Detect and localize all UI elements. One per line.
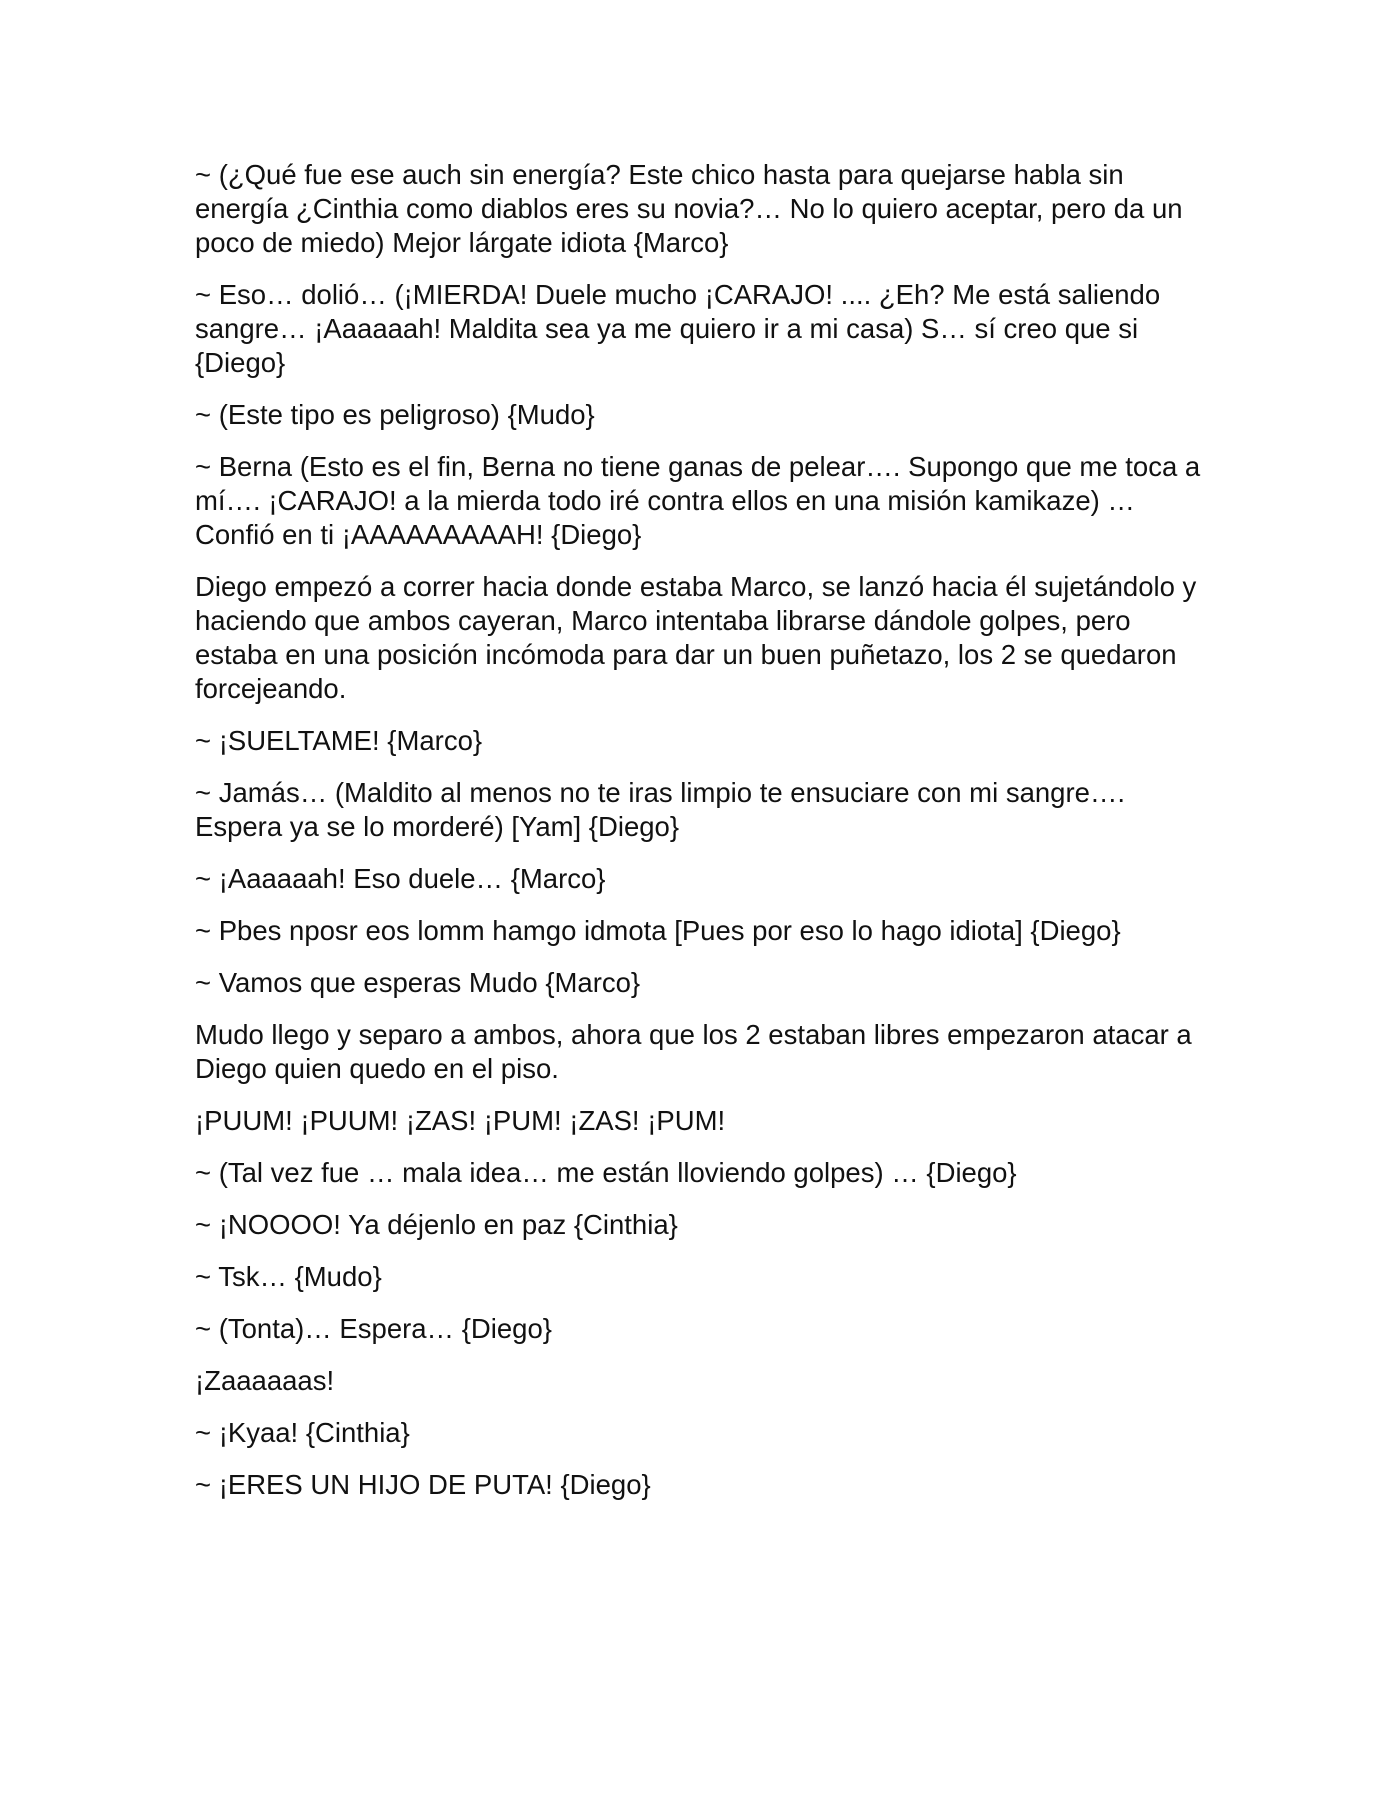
paragraph: ~ ¡Aaaaaah! Eso duele… {Marco} <box>195 863 606 894</box>
paragraph: ~ Pbes nposr eos lomm hamgo idmota [Pues por eso lo hago idiota] {Diego} <box>195 915 1121 946</box>
paragraph: ~ Eso… dolió… (¡MIERDA! Duele mucho ¡CARAJO! .... ¿Eh? Me está saliendo sangre… ¡Aaaaaah! Maldita sea ya me quiero ir a mi casa) S… sí creo que si {Diego} <box>195 279 1161 378</box>
paragraph: ¡PUUM! ¡PUUM! ¡ZAS! ¡PUM! ¡ZAS! ¡PUM! <box>195 1105 726 1136</box>
paragraph: ~ (¿Qué fue ese auch sin energía? Este chico hasta para quejarse habla sin energía ¿Cinthia como diablos eres su novia?… No lo quiero aceptar, pero da un poco de miedo) Mejor lárgate idiota {Marco} <box>195 159 1183 258</box>
paragraph: ~ Berna (Esto es el fin, Berna no tiene ganas de pelear…. Supongo que me toca a mí…. ¡CARAJO! a la mierda todo iré contra ellos en una misión kamikaze) … Confió en ti ¡AAAAAAAAAH! {Diego} <box>195 451 1201 550</box>
paragraph: Mudo llego y separo a ambos, ahora que los 2 estaban libres empezaron atacar a Diego quien quedo en el piso. <box>195 1019 1192 1084</box>
paragraph: ¡Zaaaaaas! <box>195 1365 335 1396</box>
document-body <box>195 158 1210 1520</box>
paragraph: ~ (Tal vez fue … mala idea… me están lloviendo golpes) … {Diego} <box>195 1157 1017 1188</box>
paragraph: ~ (Tonta)… Espera… {Diego} <box>195 1313 552 1344</box>
paragraph: ~ ¡SUELTAME! {Marco} <box>195 725 483 756</box>
paragraph: ~ ¡ERES UN HIJO DE PUTA! {Diego} <box>195 1469 651 1500</box>
paragraph: ~ ¡NOOOO! Ya déjenlo en paz {Cinthia} <box>195 1209 678 1240</box>
paragraph: ~ ¡Kyaa! {Cinthia} <box>195 1417 410 1448</box>
paragraph: ~ Vamos que esperas Mudo {Marco} <box>195 967 641 998</box>
paragraph: ~ Jamás… (Maldito al menos no te iras limpio te ensuciare con mi sangre…. Espera ya se lo morderé) [Yam] {Diego} <box>195 777 1126 842</box>
paragraph: ~ Tsk… {Mudo} <box>195 1261 382 1292</box>
paragraph: ~ (Este tipo es peligroso) {Mudo} <box>195 399 595 430</box>
paragraph: Diego empezó a correr hacia donde estaba Marco, se lanzó hacia él sujetándolo y haciendo que ambos cayeran, Marco intentaba librarse dándole golpes, pero estaba en una posición incómoda para dar un buen puñetazo, los 2 se quedaron forcejeando. <box>195 571 1197 704</box>
